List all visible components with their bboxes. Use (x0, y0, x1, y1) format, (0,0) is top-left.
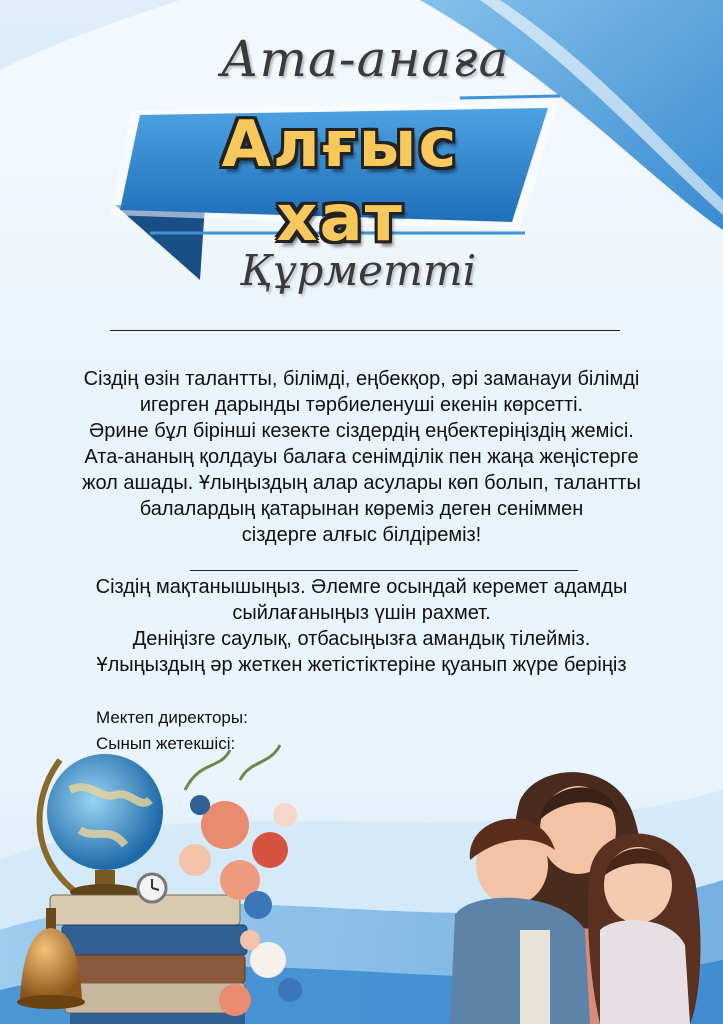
text-line: Сіздің мақтанышыңыз. Әлемге осындай керемет адамды (95, 576, 628, 598)
director-signature-label: Мектеп директоры: (96, 708, 248, 727)
title-parents: Ата-анаға (220, 30, 510, 88)
class-teacher-signature-label: Сынып жетекшісі: (96, 734, 236, 753)
title-respected: Құрметті (240, 246, 477, 295)
text-line: сыйлағаныңыз үшін рахмет. (232, 602, 491, 624)
text-line: сіздерге алғыс білдіреміз! (241, 524, 482, 546)
text-line: Деніңізге саулық, отбасыңызға амандық тілейміз. (132, 628, 591, 650)
text-line: игерген дарынды тәрбиеленуші екенін көрсетті. (139, 394, 584, 416)
gratitude-paragraph (30, 366, 693, 548)
banner-title: Алғыс хат (221, 108, 459, 256)
text-line: Әрине бұл бірінші кезекте сіздердің еңбектеріңіздің жемісі. (89, 420, 634, 442)
divider-line (190, 570, 578, 571)
text-line: Сіздің өзін талантты, білімді, еңбекқор, әрі заманауи білімді (83, 368, 640, 390)
text-line: балалардың қатарынан көреміз деген сеніммен (139, 498, 584, 520)
clock-illustration (138, 874, 166, 902)
text-line: Ата-ананың қолдауы балаға сенімділік пен жаңа жеңістерге (84, 446, 639, 468)
name-line (110, 330, 620, 331)
text-line: Ұлыңыздың әр жеткен жетістіктеріне қуанып жүре беріңіз (96, 654, 627, 676)
wishes-paragraph (30, 574, 693, 678)
text-line: жол ашады. Ұлыңыздың алар асулары көп болып, талантты (82, 472, 641, 494)
